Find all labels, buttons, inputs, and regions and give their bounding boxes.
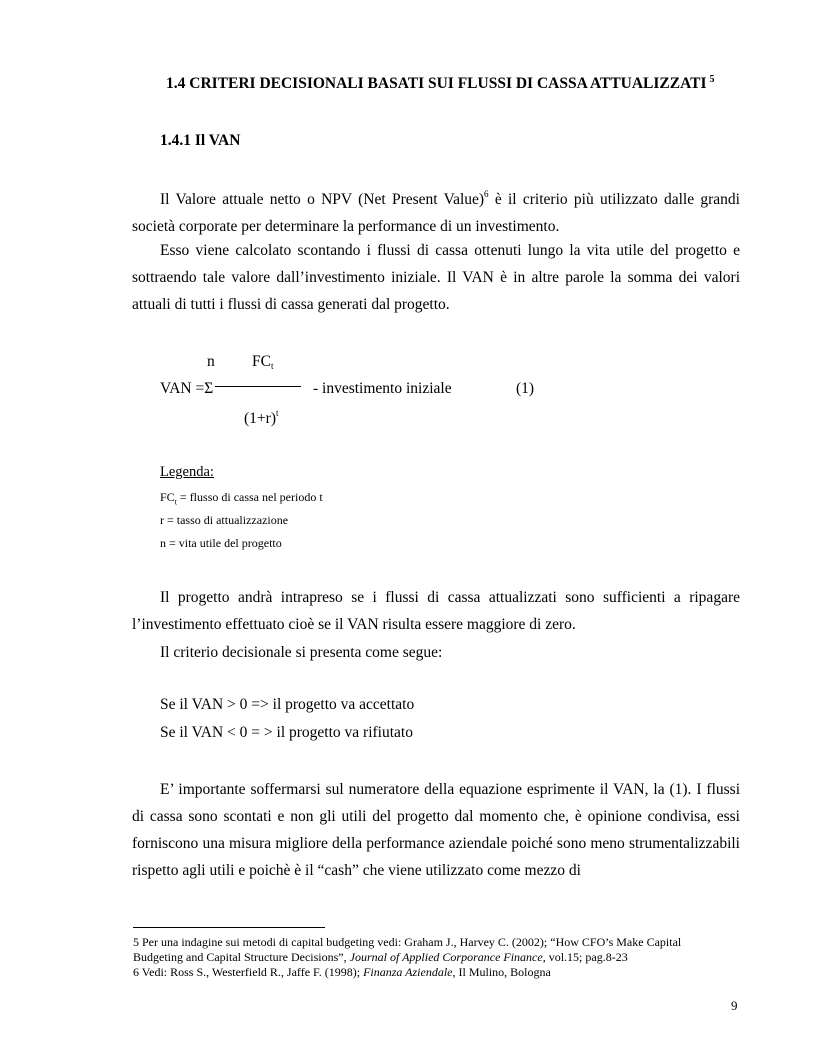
footnote-ref-6: 6 xyxy=(484,189,489,199)
footnote-separator xyxy=(133,927,325,928)
paragraph-criterion: Il criterio decisionale si presenta come segue: xyxy=(160,644,443,661)
footnote-5: 5 Per una indagine sui metodi di capital budgeting vedi: Graham J., Harvey C. (2002); “How CFO’s Make Capital Budgeting and Capital Structure Decisions”, Journal of Applied Corporance Finance, vol.15; pag.8-23 xyxy=(133,935,682,964)
subsection-heading: 1.4.1 Il VAN xyxy=(160,132,241,149)
rule-accept: Se il VAN > 0 => il progetto va accettato xyxy=(160,696,415,713)
legend-item-r: r = tasso di attualizzazione xyxy=(160,513,289,527)
paragraph-numerator: E’ importante soffermarsi sul numeratore della equazione esprimente il VAN, la (1). I flussi di cassa sono scontati e non gli utili del progetto dal momento che, è opinione condivisa, essi forniscono una misura migliore della performance aziendale poiché sono meno strumentalizzabili rispetto agli utili e poichè è il “cash” che viene utilizzato come mezzo di xyxy=(132,781,740,879)
fraction-bar xyxy=(215,386,301,387)
formula-rhs: - investimento iniziale xyxy=(313,380,452,397)
footnote-6: 6 Vedi: Ross S., Westerfield R., Jaffe F. (1998); Finanza Aziendale, Il Mulino, Bologna xyxy=(133,965,551,979)
footnote-ref-5: 5 xyxy=(709,74,715,85)
legend-item-fc: $FC_t$ = flusso di cassa nel periodo t xyxy=(160,490,323,507)
page-number: 9 xyxy=(731,998,738,1013)
formula-lhs: VAN =Σ xyxy=(160,380,214,397)
formula-upper-limit: n xyxy=(207,353,215,370)
legend-item-n: n = vita utile del progetto xyxy=(160,536,282,550)
formula-denominator: $(1+r)^t$ xyxy=(244,408,279,427)
equation-number: (1) xyxy=(516,380,535,397)
paragraph-decision: Il progetto andrà intrapreso se i flussi di cassa attualizzati sono sufficienti a ripagare l’investimento effettuato cioè se il VAN risulta essere maggiore di zero. xyxy=(132,589,740,633)
rule-reject: Se il VAN < 0 = > il progetto va rifiutato xyxy=(160,724,413,741)
section-heading: 1.4 CRITERI DECISIONALI BASATI SUI FLUSSI DI CASSA ATTUALIZZATI $^5$ xyxy=(166,74,715,92)
legend-title: Legenda: xyxy=(160,464,214,480)
paragraph-npv-intro: Il Valore attuale netto o NPV (Net Present Value)$^6$ è il criterio più utilizzato dalle grandi società corporate per determinare la performance di un investimento. xyxy=(132,189,740,235)
formula-numerator: $FC_t$ xyxy=(252,353,274,371)
paragraph-calculation: Esso viene calcolato scontando i flussi di cassa ottenuti lungo la vita utile del progetto e sottraendo tale valore dall’investimento iniziale. Il VAN è in altre parole la somma dei valori attuali di tutti i flussi di cassa generati dal progetto. xyxy=(132,242,740,313)
